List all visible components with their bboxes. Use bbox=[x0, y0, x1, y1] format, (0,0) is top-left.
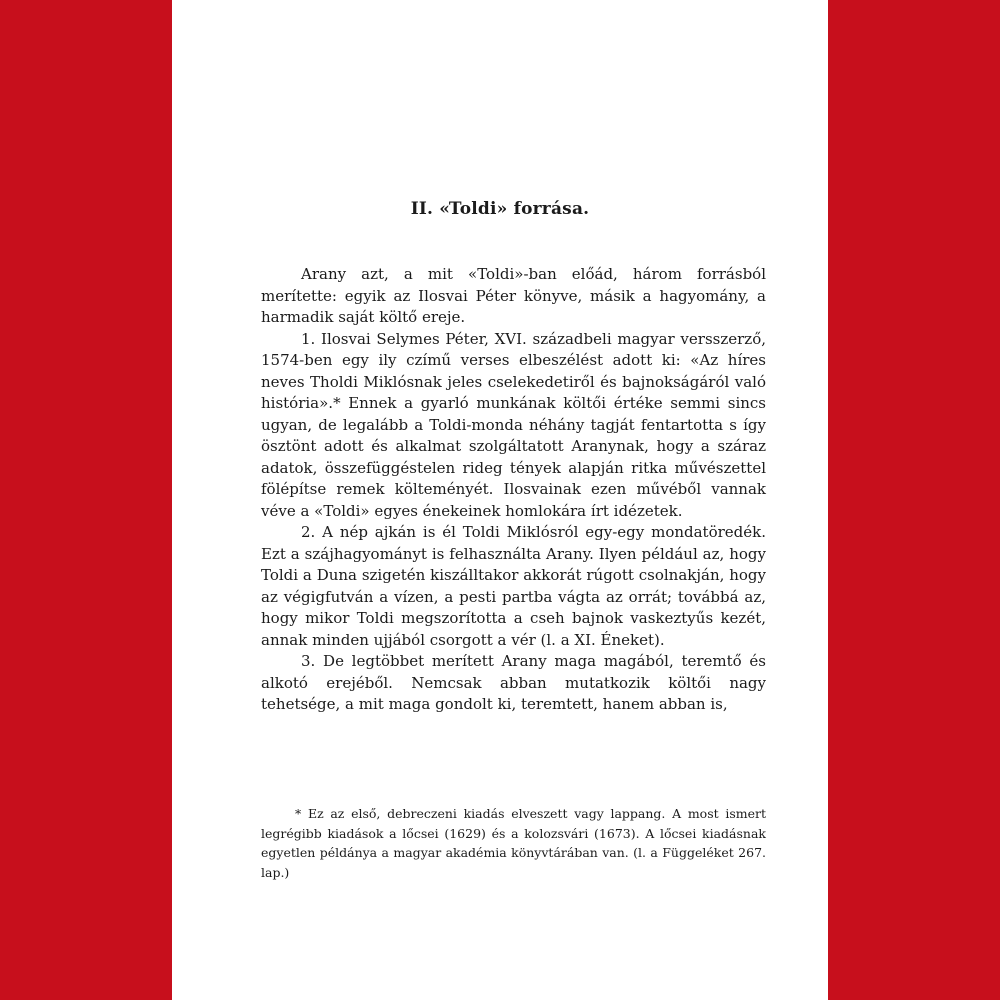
footnote bbox=[261, 804, 766, 882]
paragraph-arany-ereje: 3. De legtöbbet merített Arany maga magából, teremtő és alkotó erejéből. Nemcsak abban mutatkozik költői nagy tehetsége, a mit maga gondolt ki, teremtett, hanem abban is, bbox=[261, 652, 766, 713]
paragraph-ilosvai: 1. Ilosvai Selymes Péter, XVI. századbeli magyar versszerző, 1574-ben egy ily czímű verses elbeszélést adott ki: «Az híres neves Tholdi Miklósnak jeles cselekedetiről és bajnokságáról való história».* Ennek a gyarló munkának költői értéke semmi sincs ugyan, de legalább a Toldi-monda néhány tagját fentartotta s így ösztönt adott és alkalmat szolgáltatott Aranynak, hogy a száraz adatok, összefüggéstelen rideg tények alapján ritka művészettel fölépítse remek költeményét. Ilosvainak ezen művéből vannak véve a «Toldi» egyes énekeinek homlokára írt idézetek. bbox=[261, 329, 766, 520]
paragraph-intro: Arany azt, a mit «Toldi»-ban előád, három forrásból merítette: egyik az Ilosvai Péter könyve, másik a hagyomány, a harmadik saját költő ereje. bbox=[261, 265, 766, 326]
book-page bbox=[172, 0, 828, 1000]
chapter-heading: II. «Toldi» forrása. bbox=[410, 199, 590, 219]
paragraph-nep-ajkan: 2. A nép ajkán is él Toldi Miklósról egy-egy mondatöredék. Ezt a szájhagyományt is felhasználta Arany. Ilyen például az, hogy Toldi a Duna szigetén kiszálltakor akkorát rúgott csolnakján, hogy az végigfutván a vízen, a pesti partba vágta az orrát; továbbá az, hogy mikor Toldi megszorította a cseh bajnok vaskeztyűs kezét, annak minden ujjából csorgott a vér (l. a XI. Éneket). bbox=[261, 523, 766, 649]
footnote-text: * Ez az első, debreczeni kiadás elveszett vagy lappang. A most ismert legrégibb kiadások a lőcsei (1629) és a kolozsvári (1673). A lőcsei kiadásnak egyetlen példánya a magyar akadémia könyvtárában van. (l. a Függeléket 267. lap.) bbox=[261, 806, 766, 880]
body-text bbox=[261, 264, 766, 716]
